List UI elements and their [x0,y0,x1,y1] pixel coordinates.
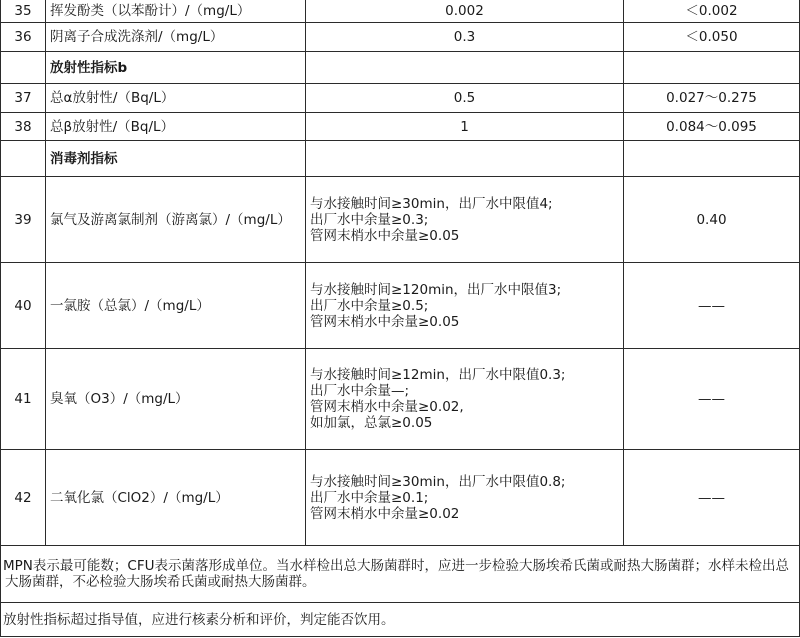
empty-cell [624,52,800,84]
limit-value: 0.002 [306,0,624,23]
limit-line: 管网末梢水中余量≥0.02 [310,505,460,522]
footnote-row [1,546,800,603]
section-title: 消毒剂指标 [46,141,306,177]
limit-value [306,177,624,263]
empty-cell [306,141,624,177]
limit-line: 出厂水中余量≥0.5; [310,297,429,314]
table-row [1,177,800,263]
reference-value: ＜0.002 [624,0,800,23]
limit-value [306,349,624,450]
limit-line: 与水接触时间≥120min，出厂水中限值3; [310,281,562,298]
footnote-a [1,546,800,603]
table-row [1,450,800,546]
limit-line: 出厂水中余量≥0.3; [310,211,429,228]
indicator-name: 总β放射性/（Bq/L） [46,113,306,141]
limit-value [306,450,624,546]
reference-value: ＜0.050 [624,23,800,52]
footnote-b [1,603,800,637]
row-number: 40 [1,263,46,349]
row-number: 39 [1,177,46,263]
table-row [1,84,800,113]
section-row [1,141,800,177]
reference-value: 0.027～0.275 [624,84,800,113]
section-number-cell [1,141,46,177]
footnote-row [1,603,800,637]
indicator-name: 二氧化氯（ClO2）/（mg/L） [46,450,306,546]
footnote-text: 放射性指标超过指导值，应进行核素分析和评价，判定能否饮用。 [3,611,395,628]
limit-line: 管网末梢水中余量≥0.05 [310,313,460,330]
row-number: 35 [1,0,46,23]
indicator-name: 总α放射性/（Bq/L） [46,84,306,113]
row-number: 38 [1,113,46,141]
limit-line: 与水接触时间≥12min，出厂水中限值0.3; [310,367,566,383]
table-row [1,0,800,23]
row-number: 41 [1,349,46,450]
footnote-text: MPN表示最可能数；CFU表示菌落形成单位。当水样检出总大肠菌群时，应进一步检验大肠埃希氏菌或耐热大肠菌群；水样未检出总大肠菌群，不必检验大肠埃希氏菌或耐热大肠菌群。 [3,558,789,590]
limit-value [306,263,624,349]
table-row [1,113,800,141]
reference-value: 0.40 [624,177,800,263]
limit-value: 0.5 [306,84,624,113]
section-title: 放射性指标b [46,52,306,84]
limit-line: 如加氯，总氯≥0.05 [310,415,433,431]
reference-value: —— [624,450,800,546]
indicator-name: 挥发酚类（以苯酚计）/（mg/L） [46,0,306,23]
limit-value: 1 [306,113,624,141]
row-number: 42 [1,450,46,546]
table-row [1,23,800,52]
section-row [1,52,800,84]
row-number: 36 [1,23,46,52]
empty-cell [306,52,624,84]
limit-line: 与水接触时间≥30min，出厂水中限值0.8; [310,473,566,490]
reference-value: 0.084～0.095 [624,113,800,141]
reference-value: —— [624,349,800,450]
limit-line: 与水接触时间≥30min，出厂水中限值4; [310,195,553,212]
indicator-name: 氯气及游离氯制剂（游离氯）/（mg/L） [46,177,306,263]
limit-value: 0.3 [306,23,624,52]
section-number-cell [1,52,46,84]
limit-line: 管网末梢水中余量≥0.02, [310,399,464,415]
indicator-name: 阴离子合成洗涤剂/（mg/L） [46,23,306,52]
table-row [1,349,800,450]
row-number: 37 [1,84,46,113]
reference-value: —— [624,263,800,349]
indicator-name: 臭氧（O3）/（mg/L） [46,349,306,450]
limit-line: 管网末梢水中余量≥0.05 [310,227,460,244]
table-row [1,263,800,349]
empty-cell [624,141,800,177]
indicator-name: 一氯胺（总氯）/（mg/L） [46,263,306,349]
limit-line: 出厂水中余量—; [310,383,410,399]
limit-line: 出厂水中余量≥0.1; [310,489,429,506]
